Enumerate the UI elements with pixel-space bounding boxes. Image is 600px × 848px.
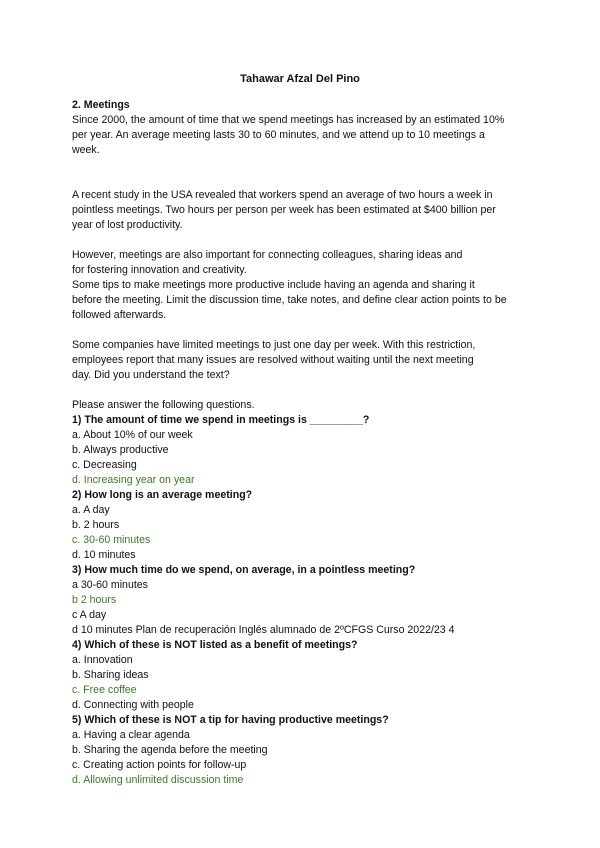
answer-option: c. Creating action points for follow-up — [72, 759, 247, 771]
paragraph-line: Some tips to make meetings more productive include having an agenda and sharing it — [72, 279, 475, 291]
section-heading: 2. Meetings — [72, 99, 130, 111]
question-block-3 — [72, 563, 534, 638]
question-text: 5) Which of these is NOT a tip for having productive meetings? — [72, 714, 389, 726]
paragraph-line: day. Did you understand the text? — [72, 369, 230, 381]
paragraph-line: employees report that many issues are resolved without waiting until the next meeting — [72, 354, 474, 366]
answer-option: d. 10 minutes — [72, 549, 136, 561]
answer-option-correct: c. Free coffee — [72, 684, 137, 696]
answer-option-correct: b 2 hours — [72, 594, 117, 606]
answer-option: c A day — [72, 609, 107, 621]
answer-option-correct: d. Increasing year on year — [72, 474, 195, 486]
question-text: 4) Which of these is NOT listed as a benefit of meetings? — [72, 639, 358, 651]
question-block-1 — [72, 413, 534, 488]
answer-option: a. Innovation — [72, 654, 133, 666]
answer-option: c. Decreasing — [72, 459, 137, 471]
paragraph-1 — [72, 113, 534, 158]
document-body — [72, 98, 534, 788]
answer-option: d. Connecting with people — [72, 699, 194, 711]
paragraph-line: Some companies have limited meetings to just one day per week. With this restriction, — [72, 339, 476, 351]
answer-option-correct: c. 30-60 minutes — [72, 534, 151, 546]
answer-option: b. Always productive — [72, 444, 169, 456]
paragraph-line: year of lost productivity. — [72, 219, 183, 231]
answer-option: b. 2 hours — [72, 519, 120, 531]
question-block-2 — [72, 488, 534, 563]
answer-option: b. Sharing the agenda before the meeting — [72, 744, 268, 756]
paragraph-line: Since 2000, the amount of time that we spend meetings has increased by an estimated 10% — [72, 114, 505, 126]
instructions: Please answer the following questions. — [72, 399, 255, 411]
paragraph-line: for fostering innovation and creativity. — [72, 264, 247, 276]
answer-option-correct: d. Allowing unlimited discussion time — [72, 774, 244, 786]
answer-option: a. Having a clear agenda — [72, 729, 190, 741]
document-title: Tahawar Afzal Del Pino — [240, 73, 360, 85]
paragraph-line: per year. An average meeting lasts 30 to 60 minutes, and we attend up to 10 meetings a — [72, 129, 485, 141]
answer-option: a 30-60 minutes — [72, 579, 148, 591]
paragraph-line: pointless meetings. Two hours per person per week has been estimated at $400 billion per — [72, 204, 496, 216]
paragraph-line: However, meetings are also important for connecting colleagues, sharing ideas and — [72, 249, 463, 261]
paragraph-line: before the meeting. Limit the discussion time, take notes, and define clear action points to be — [72, 294, 507, 306]
question-text: 2) How long is an average meeting? — [72, 489, 253, 501]
question-text: 3) How much time do we spend, on average, in a pointless meeting? — [72, 564, 416, 576]
question-block-4 — [72, 638, 534, 713]
answer-option: a. About 10% of our week — [72, 429, 193, 441]
question-block-5 — [72, 713, 534, 788]
paragraph-3 — [72, 248, 534, 323]
paragraph-line: A recent study in the USA revealed that workers spend an average of two hours a week in — [72, 189, 493, 201]
paragraph-2 — [72, 188, 534, 233]
question-text: 1) The amount of time we spend in meetings is _________? — [72, 414, 370, 426]
answer-option: b. Sharing ideas — [72, 669, 149, 681]
paragraph-line: week. — [72, 144, 100, 156]
answer-option: a. A day — [72, 504, 110, 516]
paragraph-4 — [72, 338, 534, 383]
paragraph-line: followed afterwards. — [72, 309, 167, 321]
answer-option: d 10 minutes Plan de recuperación Inglés alumnado de 2ºCFGS Curso 2022/23 4 — [72, 624, 455, 636]
